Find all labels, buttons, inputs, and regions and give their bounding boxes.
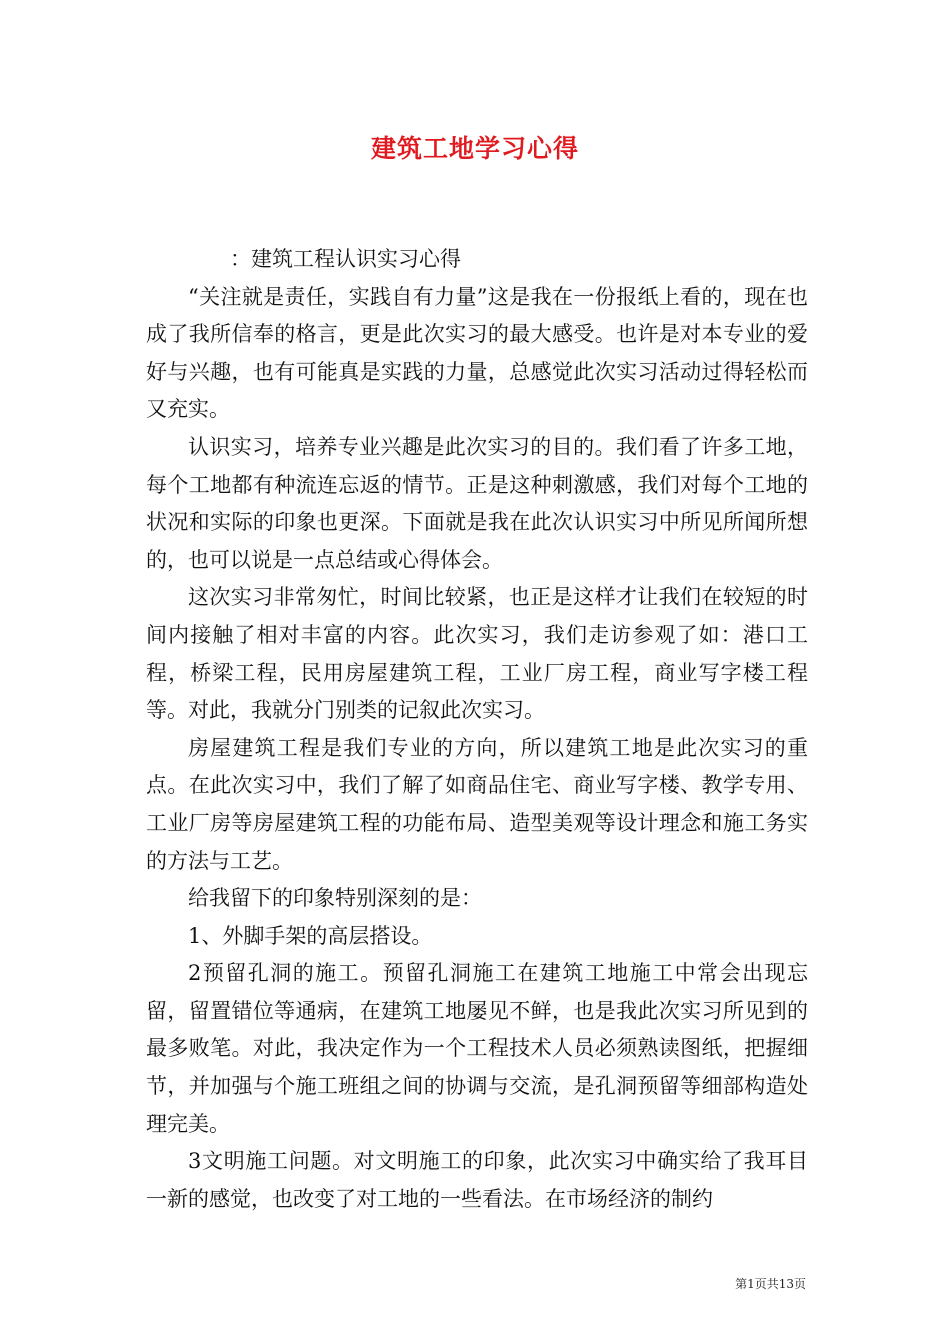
page-number: 第1页共13页 bbox=[735, 1277, 806, 1291]
list-item: 2预留孔洞的施工。预留孔洞施工在建筑工地施工中常会出现忘留，留置错位等通病，在建筑工地屡见不鲜，也是我此次实习所见到的最多败笔。对此，我决定作为一个工程技术人员必须熟读图纸，把握细节，并加强与个施工班组之间的协调与交流，是孔洞预留等细部构造处理完美。 bbox=[146, 961, 808, 1136]
list-item: 1、外脚手架的高层搭设。 bbox=[188, 923, 433, 948]
list-item: 3文明施工问题。对文明施工的印象，此次实习中确实给了我耳目一新的感觉，也改变了对工地的一些看法。在市场经济的制约 bbox=[146, 1149, 808, 1211]
paragraph: 给我留下的印象特别深刻的是： bbox=[188, 886, 482, 911]
paragraph: “关注就是责任，实践自有力量”这是我在一份报纸上看的，现在也成了我所信奉的格言，更是此次实习的最大感受。也许是对本专业的爱好与兴趣，也有可能真是实践的力量，总感觉此次实习活动过得轻松而又充实。 bbox=[146, 284, 808, 422]
document-title: 建筑工地学习心得 bbox=[370, 134, 579, 163]
paragraph: 认识实习，培养专业兴趣是此次实习的目的。我们看了许多工地，每个工地都有种流连忘返的情节。正是这种刺激感，我们对每个工地的状况和实际的印象也更深。下面就是我在此次认识实习中所见所闻所想的，也可以说是一点总结或心得体会。 bbox=[146, 434, 808, 572]
paragraph: 房屋建筑工程是我们专业的方向，所以建筑工地是此次实习的重点。在此次实习中，我们了解了如商品住宅、商业写字楼、教学专用、工业厂房等房屋建筑工程的功能布局、造型美观等设计理念和施工务实的方法与工艺。 bbox=[146, 735, 808, 873]
document-subtitle: ：建筑工程认识实习心得 bbox=[230, 247, 461, 271]
paragraph: 这次实习非常匆忙，时间比较紧，也正是这样才让我们在较短的时间内接触了相对丰富的内容。此次实习，我们走访参观了如：港口工程，桥梁工程，民用房屋建筑工程，工业厂房工程，商业写字楼工程等。对此，我就分门别类的记叙此次实习。 bbox=[146, 585, 808, 723]
document-body bbox=[146, 241, 808, 1218]
